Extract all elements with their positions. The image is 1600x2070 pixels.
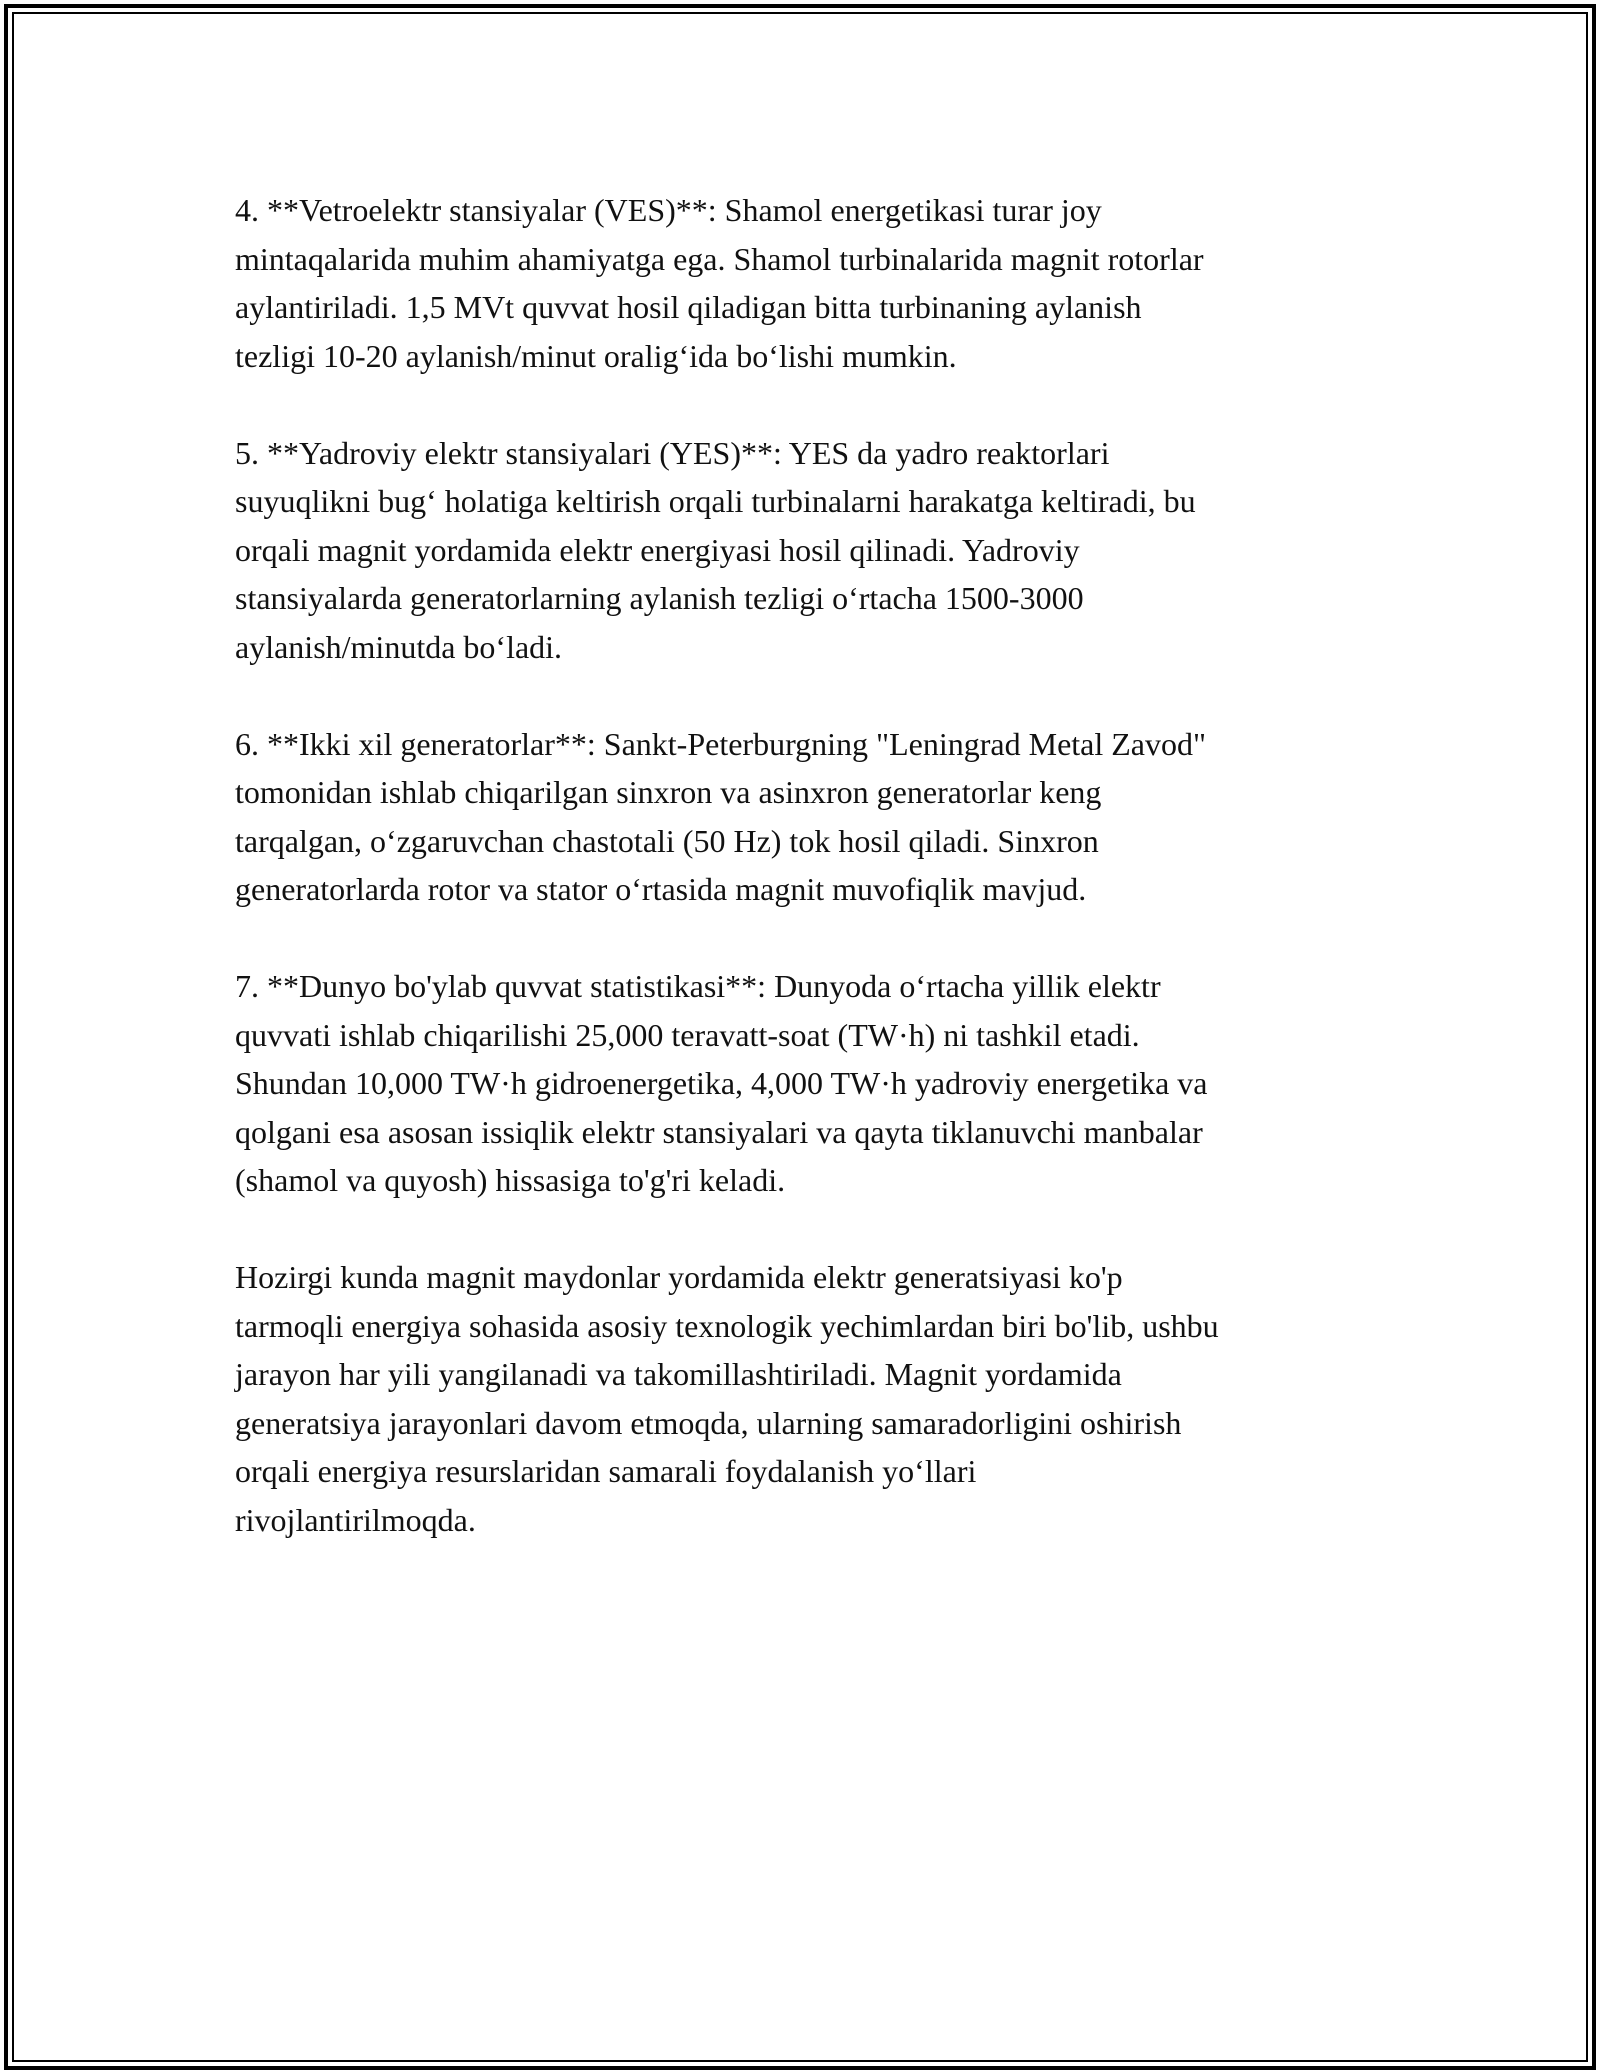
paragraph-wind-power: 4. **Vetroelektr stansiyalar (VES)**: Shamol energetikasi turar joy mintaqalarida muhim ahamiyatga ega. Shamol turbinalarida magnit rotorlar aylantiriladi. 1,5 MVt quvvat hosil qiladigan bitta turbinaning aylanish tezligi 10-20 aylanish/minut oralig‘ida bo‘lishi mumkin. [235,192,1204,374]
paragraph-conclusion: Hozirgi kunda magnit maydonlar yordamida elektr generatsiyasi ko'p tarmoqli energiya sohasida asosiy texnologik yechimlardan biri bo'lib, ushbu jarayon har yili yangilanadi va takomillashtiriladi. Magnit yordamida generatsiya jarayonlari davom etmoqda, ularning samaradorligini oshirish orqali energiya resurslaridan samarali foydalanish yo‘llari rivojlantirilmoqda. [235,1259,1219,1538]
paragraph-world-statistics: 7. **Dunyo bo'ylab quvvat statistikasi**: Dunyoda o‘rtacha yillik elektr quvvati ishlab chiqarilishi 25,000 teravatt-soat (TW·h) ni tashkil etadi. Shundan 10,000 TW·h gidroenergetika, 4,000 TW·h yadroviy energetika va qolgani esa asosan issiqlik elektr stansiyalari va qayta tiklanuvchi manbalar (shamol va quyosh) hissasiga to'g'ri keladi. [235,968,1208,1198]
paragraph-nuclear-power: 5. **Yadroviy elektr stansiyalari (YES)**: YES da yadro reaktorlari suyuqlikni bug‘ holatiga keltirish orqali turbinalarni harakatga keltiradi, bu orqali magnit yordamida elektr energiyasi hosil qilinadi. Yadroviy stansiyalarda generatorlarning aylanish tezligi o‘rtacha 1500-3000 aylanish/minutda bo‘ladi. [235,434,1196,665]
document-body [235,186,1375,1593]
paragraph-generator-types: 6. **Ikki xil generatorlar**: Sankt-Peterburgning "Leningrad Metal Zavod" tomonidan ishlab chiqarilgan sinxron va asinxron generatorlar keng tarqalgan, o‘zgaruvchan chastotali (50 Hz) tok hosil qiladi. Sinxron generatorlarda rotor va stator o‘rtasida magnit muvofiqlik mavjud. [235,725,1207,907]
